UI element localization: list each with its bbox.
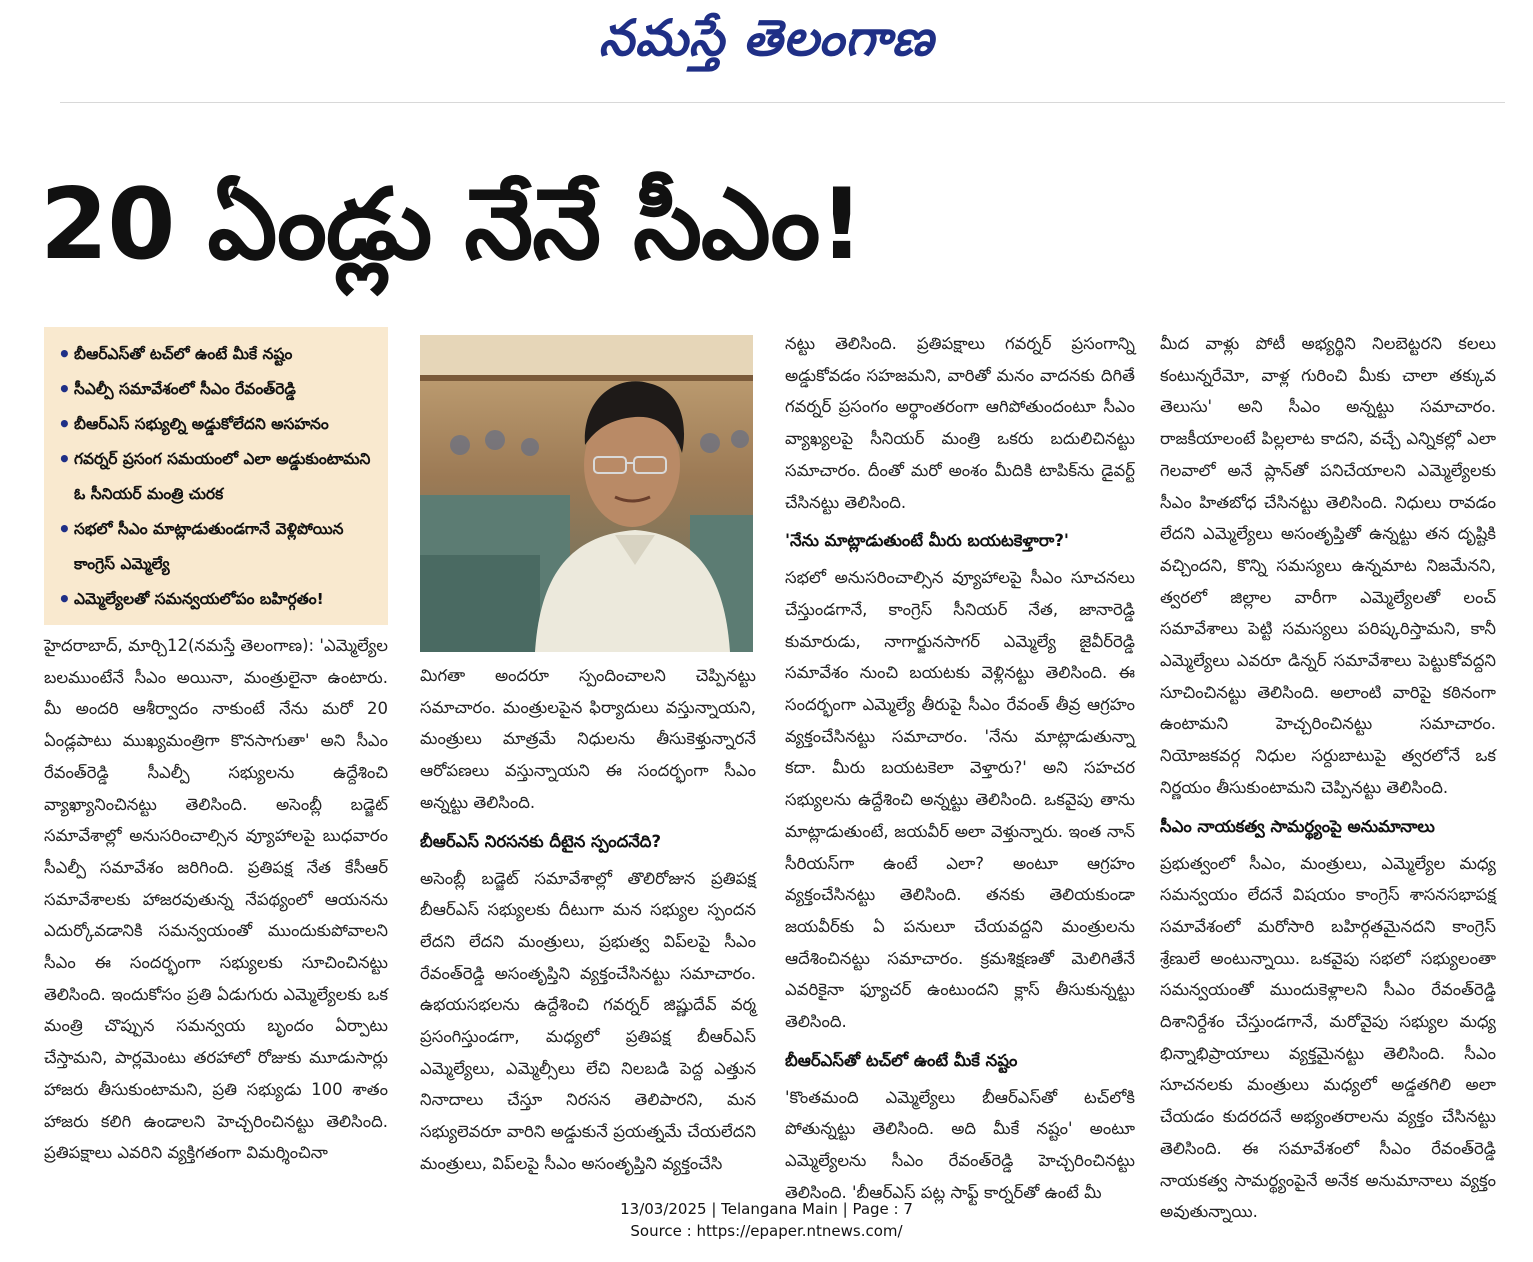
headline: 20 ఏండ్లు నేనే సీఎం!	[40, 168, 863, 282]
highlight-item: • సీఎల్పీ సమావేశంలో సీఎం రేవంత్‌రెడ్డి	[54, 372, 382, 407]
article-paragraph: సభలో అనుసరించాల్సిన వ్యూహాలపై సీఎం సూచనలు చేస్తుండగానే, కాంగ్రెస్ సీనియర్ నేత, జానారెడ్డి కుమారుడు, నాగార్జునసాగర్ ఎమ్మెల్యే జైవీర్‌రెడ్డి సమావేశం నుంచి బయటకు వెళ్లినట్టు తెలిసింది. ఈ సందర్భంగా ఎమ్మెల్యే తీరుపై సీఎం రేవంత్ తీవ్ర ఆగ్రహం వ్యక్తంచేసినట్టు సమాచారం. 'నేను మాట్లాడుతున్నా కదా. మీరు బయటకెలా వెళ్తారు?' అని సహచర సభ్యులను ఉద్దేశించి అన్నట్టు తెలిసింది. ఒకవైపు తాను మాట్లాడుతుంటే, జయవీర్ అలా వెళ్తున్నారు. ఇంత నాన్ సీరియస్‌గా ఉంటే ఎలా? అంటూ ఆగ్రహం వ్యక్తంచేసినట్టు తెలిసింది. తనకు తెలియకుండా జయవీర్‌కు ఏ పనులూ చేయవద్దని మంత్రులను ఆదేశించినట్టు సమాచారం. క్రమశిక్షణతో మెలిగితేనే ఎవరికైనా ఫ్యూచర్ ఉంటుందని క్లాస్ తీసుకున్నట్టు తెలిసింది.	[785, 568, 1135, 1032]
article-column-1	[44, 630, 388, 1163]
source-link[interactable]: Source : https://epaper.ntnews.com/	[630, 1222, 903, 1240]
cm-photo	[420, 335, 753, 652]
highlights-box	[44, 327, 388, 625]
article-column-2	[420, 660, 756, 1173]
masthead	[0, 8, 1533, 78]
highlight-item: • బీఆర్‌ఎస్‌తో టచ్‌లో ఉంటే మీకే నష్టం	[54, 337, 382, 372]
subheading: సీఎం నాయకత్వ సామర్థ్యంపై అనుమానాలు	[1160, 816, 1435, 836]
article-column-4	[1160, 328, 1496, 1222]
subheading: బీఆర్‌ఎస్‌తో టచ్‌లో ఉంటే మీకే నష్టం	[785, 1050, 1018, 1070]
article-column-3	[785, 328, 1135, 1202]
cm-photo-illustration	[420, 335, 753, 652]
article-paragraph: ప్రభుత్వంలో సీఎం, మంత్రులు, ఎమ్మెల్యేల మధ్య సమన్వయం లేదనే విషయం కాంగ్రెస్ శాసనసభాపక్ష సమావేశంలో మరోసారి బహిర్గతమైనదని కాంగ్రెస్ శ్రేణులే అంటున్నాయి. ఒకవైపు సభలో సభ్యులంతా సమన్వయంతో ముందుకెళ్లాలని సీఎం రేవంత్‌రెడ్డి దిశానిర్దేశం చేస్తుండగానే, మరోవైపు సభ్యుల మధ్య భిన్నాభిప్రాయాలు వ్యక్తమైనట్టు తెలిసింది. సీఎం సూచనలకు మంత్రులు మధ్యలో అడ్డతగిలి అలా చేయడం కుదరదనే అభ్యంతరాలను వ్యక్తం చేసినట్టు తెలిసింది. ఈ సమావేశంలో సీఎం రేవంత్‌రెడ్డి నాయకత్వ సామర్థ్యంపైనే అనేక అనుమానాలు వ్యక్తం అవుతున్నాయి.	[1160, 853, 1496, 1222]
article-paragraph: మిగతా అందరూ స్పందించాలని చెప్పినట్టు సమాచారం. మంత్రులపైన ఫిర్యాదులు వస్తున్నాయని, మంత్రులు మాత్రమే నిధులను తీసుకెళ్తున్నారనే ఆరోపణలు వస్తున్నాయని ఈ సందర్భంగా సీఎం అన్నట్టు తెలిసింది.	[420, 666, 756, 812]
edition-info: 13/03/2025 | Telangana Main | Page : 7	[620, 1200, 913, 1218]
highlight-item: • సభలో సీఎం మాట్లాడుతుండగానే వెళ్లిపోయిన కాంగ్రెస్ ఎమ్మెల్యే	[54, 512, 382, 582]
subheading: 'నేను మాట్లాడుతుంటే మీరు బయటకెళ్తారా?'	[785, 531, 1069, 551]
highlight-item: • ఎమ్మెల్యేలతో సమన్వయలోపం బహిర్గతం!	[54, 582, 382, 617]
article-paragraph: అసెంబ్లీ బడ్జెట్ సమావేశాల్లో తొలిరోజున ప్రతిపక్ష బీఆర్‌ఎస్ సభ్యులకు దీటుగా మన సభ్యుల స్పందన లేదని లేదని మంత్రులు, ప్రభుత్వ విప్‌లపై సీఎం రేవంత్‌రెడ్డి అసంతృప్తిని వ్యక్తంచేసినట్టు సమాచారం. ఉభయసభలను ఉద్దేశించి గవర్నర్ జిష్ణుదేవ్ వర్మ ప్రసంగిస్తుండగా, మధ్యలో ప్రతిపక్ష బీఆర్‌ఎస్ ఎమ్మెల్యేలు, ఎమ్మెల్సీలు లేచి నిలబడి పెద్ద ఎత్తున నినాదాలు చేస్తూ నిరసన తెలిపారని, మన సభ్యులెవరూ వారిని అడ్డుకునే ప్రయత్నమే చేయలేదని మంత్రులు, విప్‌లపై సీఎం అసంతృప్తిని వ్యక్తంచేసి	[420, 868, 756, 1173]
masthead-divider	[60, 102, 1505, 103]
highlight-item: • గవర్నర్ ప్రసంగ సమయంలో ఎలా అడ్డుకుంటామని ఓ సీనియర్ మంత్రి చురక	[54, 442, 382, 512]
article-paragraph: నట్టు తెలిసింది. ప్రతిపక్షాలు గవర్నర్ ప్రసంగాన్ని అడ్డుకోవడం సహజమని, వారితో మనం వాదనకు దిగితే గవర్నర్ ప్రసంగం అర్థాంతరంగా ఆగిపోతుందంటూ సీఎం వ్యాఖ్యలపై సీనియర్ మంత్రి ఒకరు బదులిచినట్టు సమాచారం. దీంతో మరో అంశం మీదికి టాపిక్‌ను డైవర్ట్ చేసినట్టు తెలిసింది.	[785, 334, 1135, 512]
masthead-logo: నమస్తే తెలంగాణ	[598, 8, 935, 67]
highlight-item: • బీఆర్‌ఎస్ సభ్యుల్ని అడ్డుకోలేదని అసహనం	[54, 407, 382, 442]
article-paragraph: 'కొంతమంది ఎమ్మెల్యేలు బీఆర్‌ఎస్‌తో టచ్‌లోకి పోతున్నట్టు తెలిసింది. అది మీకే నష్టం' అంటూ ఎమ్మెల్యేలను సీఎం రేవంత్‌రెడ్డి హెచ్చరించినట్టు తెలిసింది. 'బీఆర్‌ఎస్ పట్ల సాఫ్ట్ కార్నర్‌తో ఉంటే మీ	[785, 1087, 1135, 1202]
subheading: బీఆర్‌ఎస్ నిరసనకు దీటైన స్పందనేది?	[420, 831, 662, 851]
page-footer	[0, 1198, 1533, 1242]
article-paragraph: మీద వాళ్లు పోటీ అభ్యర్థిని నిలబెట్టరని కలలు కంటున్నరేమో, వాళ్ల గురించి మీకు చాలా తక్కువ తెలుసు' అని సీఎం అన్నట్టు సమాచారం. రాజకీయాలంటే పిల్లలాట కాదని, వచ్చే ఎన్నికల్లో ఎలా గెలవాలో అనే ప్లాన్‌తో పనిచేయాలని ఎమ్మెల్యేలకు సీఎం హితబోధ చేసినట్టు తెలిసింది. నిధులు రావడం లేదని ఎమ్మెల్యేలు అసంతృప్తితో ఉన్నట్టు తన దృష్టికి వచ్చిందని, కొన్ని సమస్యలు ఉన్నమాట నిజమేనని, త్వరలో జిల్లాల వారీగా ఎమ్మెల్యేలతో లంచ్ సమావేశాలు పెట్టి సమస్యలు పరిష్కరిస్తామని, కానీ ఎమ్మెల్యేలు ఎవరూ డిన్నర్ సమావేశాలు పెట్టుకోవద్దని సూచించినట్టు తెలిసింది. అలాంటి వారిపై కఠినంగా ఉంటామని హెచ్చరించినట్టు సమాచారం. నియోజకవర్గ నిధుల సర్దుబాటుపై త్వరలోనే ఒక నిర్ణయం తీసుకుంటామని చెప్పినట్టు తెలిసింది.	[1160, 334, 1496, 797]
article-paragraph: హైదరాబాద్, మార్చి12(నమస్తే తెలంగాణ): 'ఎమ్మెల్యేల బలముంటేనే సీఎం అయినా, మంత్రులైనా ఉంటారు. మీ అందరి ఆశీర్వాదం నాకుంటే నేను మరో 20 ఏండ్లపాటు ముఖ్యమంత్రిగా కొనసాగుతా' అని సీఎం రేవంత్‌రెడ్డి సీఎల్పీ సభ్యులను ఉద్దేశించి వ్యాఖ్యానించినట్టు తెలిసింది. అసెంబ్లీ బడ్జెట్ సమావేశాల్లో అనుసరించాల్సిన వ్యూహాలపై బుధవారం సీఎల్పీ సమావేశం జరిగింది. ప్రతిపక్ష నేత కేసీఆర్ సమావేశాలకు హాజరవుతున్న నేపథ్యంలో ఆయనను ఎదుర్కోవడానికి సమన్వయంతో ముందుకుపోవాలని సీఎం ఈ సందర్భంగా సభ్యులకు సూచించినట్టు తెలిసింది. ఇందుకోసం ప్రతి ఏడుగురు ఎమ్మెల్యేలకు ఒక మంత్రి చొప్పున సమన్వయ బృందం ఏర్పాటు చేస్తామని, పార్లమెంటు తరహాలో రోజుకు మూడుసార్లు హాజరు తీసుకుంటామని, ప్రతి సభ్యుడు 100 శాతం హాజరు కలిగి ఉండాలని హెచ్చరించినట్టు తెలిసింది. ప్రతిపక్షాలు ఎవరిని వ్యక్తిగతంగా విమర్శించినా	[44, 636, 388, 1163]
